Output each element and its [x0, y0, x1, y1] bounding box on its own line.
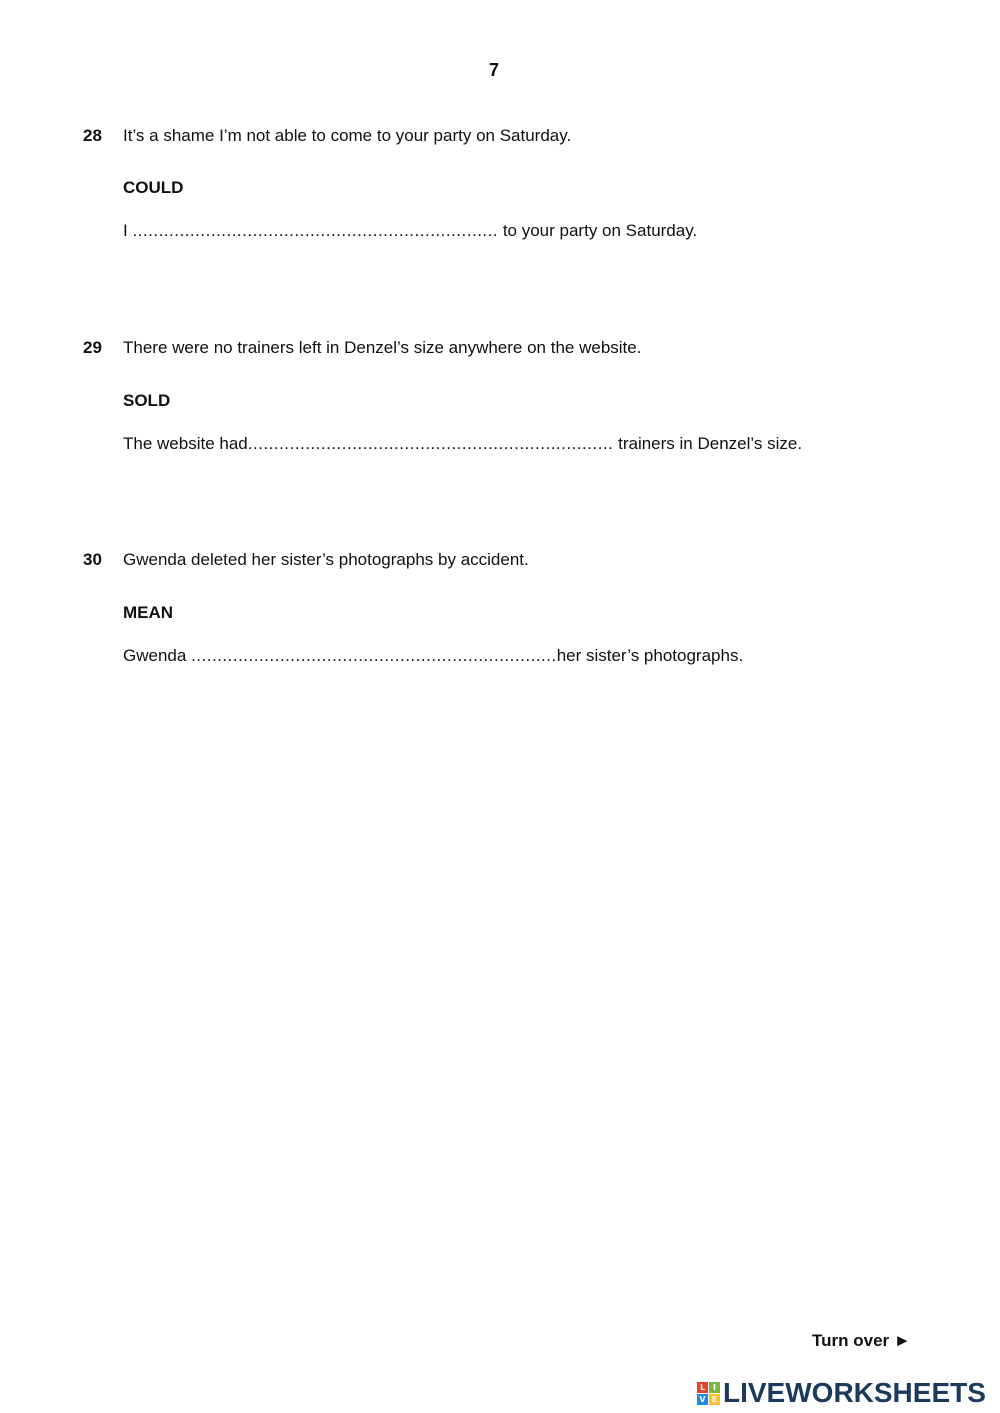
question-number: 30: [83, 550, 102, 569]
keyword: COULD: [123, 178, 184, 197]
answer-blank[interactable]: ......................................................................: [247, 434, 614, 453]
question-number: 29: [83, 338, 102, 357]
answer-prefix: I: [123, 221, 128, 240]
logo-grid-icon: [697, 1382, 720, 1405]
logo-text: LIVEWORKSHEETS: [723, 1377, 986, 1408]
answer-suffix: her sister’s photographs.: [556, 646, 744, 665]
answer-line: [123, 434, 802, 454]
answer-blank[interactable]: ......................................................................: [191, 646, 557, 665]
answer-suffix: trainers in Denzel’s size.: [618, 434, 803, 453]
answer-line: [123, 646, 743, 666]
question-number: 28: [83, 126, 102, 145]
page-number: 7: [488, 60, 499, 80]
answer-suffix: to your party on Saturday.: [502, 221, 698, 240]
keyword: SOLD: [123, 391, 171, 410]
answer-prefix: The website had: [123, 434, 248, 453]
question-sentence: There were no trainers left in Denzel’s size anywhere on the website.: [123, 338, 642, 357]
logo-letter: V: [697, 1394, 708, 1405]
question-sentence: Gwenda deleted her sister’s photographs by accident.: [123, 550, 529, 569]
answer-line: [123, 221, 697, 241]
logo-letter: E: [709, 1394, 720, 1405]
answer-blank[interactable]: ......................................................................: [132, 221, 499, 240]
logo-letter: L: [697, 1382, 708, 1393]
liveworksheets-logo[interactable]: [697, 1378, 986, 1408]
keyword: MEAN: [123, 603, 174, 622]
question-sentence: It’s a shame I’m not able to come to your party on Saturday.: [123, 126, 572, 145]
answer-prefix: Gwenda: [123, 646, 187, 665]
logo-letter: I: [709, 1382, 720, 1393]
turn-over-label: Turn over ►: [812, 1331, 911, 1350]
